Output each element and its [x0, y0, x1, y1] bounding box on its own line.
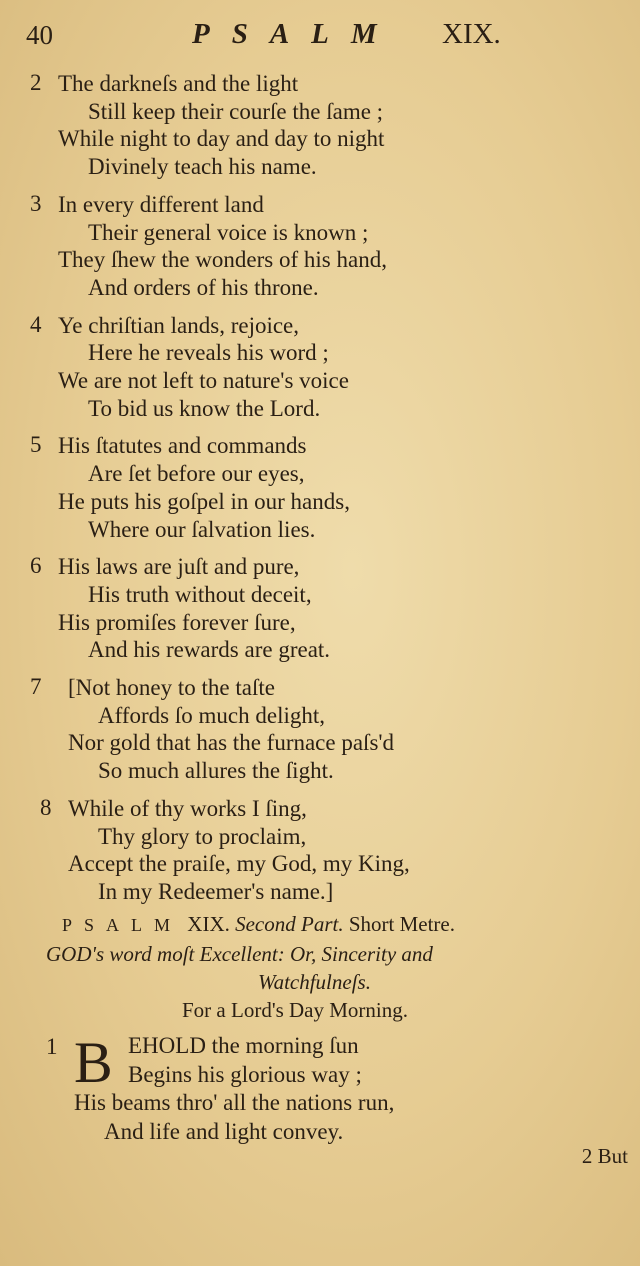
stanza: [0, 1032, 640, 1146]
verse-line: While of thy works I ſing,: [68, 795, 307, 821]
verse-line: Divinely teach his name.: [88, 154, 317, 180]
verse-line: Ye chriſtian lands, rejoice,: [58, 312, 300, 338]
verse-line: In every different land: [58, 191, 264, 217]
running-header: [0, 14, 640, 50]
stanza-number: 1: [46, 1034, 58, 1059]
stanza-number: 7: [30, 674, 42, 700]
stanza: [0, 191, 640, 302]
verse-line: Affords ſo much delight,: [98, 702, 325, 728]
verse-line: Are ſet before our eyes,: [88, 461, 305, 487]
catchword: 2 But: [581, 1144, 628, 1168]
verse-line: Their general voice is known ;: [88, 219, 369, 245]
verse-line: His beams thro' all the nations run,: [74, 1090, 395, 1115]
stanza-number: 6: [30, 553, 42, 579]
verse-line: [Not honey to the taſte: [68, 675, 275, 701]
stanza-number: 3: [30, 190, 42, 216]
verse-line: Nor gold that has the furnace paſs'd: [68, 730, 395, 756]
part-subtitle: GOD's word moſt Excellent: Or, Sincerity and: [46, 942, 433, 966]
verse-line: They ſhew the wonders of his hand,: [58, 247, 387, 273]
verse-line: His promiſes forever ſure,: [58, 609, 296, 635]
stanza-number: 5: [30, 432, 42, 458]
verse-line: The darkneſs and the light: [58, 71, 299, 96]
stanza-list: [0, 70, 640, 916]
header-title: PSALM: [192, 18, 399, 50]
verse-line: Thy glory to proclaim,: [98, 823, 307, 849]
part-psalm-number: XIX.: [187, 912, 230, 936]
verse-line: And his rewards are great.: [88, 637, 331, 663]
verse-line: And life and light convey.: [104, 1118, 344, 1144]
verse-line: Here he reveals his word ;: [88, 340, 329, 366]
metre-label: Short Metre.: [348, 912, 455, 936]
verse-line: To bid us know the Lord.: [88, 395, 321, 421]
stanza: [0, 312, 640, 423]
verse-line: He puts his goſpel in our hands,: [58, 488, 350, 514]
verse-line: While night to day and day to night: [58, 126, 385, 152]
stanza: [0, 432, 640, 543]
part-psalm-word: PSALM: [62, 915, 183, 935]
verse-line: And orders of his throne.: [88, 274, 319, 300]
verse-line: In my Redeemer's name.]: [98, 878, 334, 904]
verse-line: His laws are juſt and pure,: [58, 554, 300, 580]
stanza-number: 4: [30, 311, 42, 337]
verse-line: Where our ſalvation lies.: [88, 516, 316, 542]
part-label: Second Part.: [235, 912, 344, 936]
part-subtitle-cont: Watchfulneſs.: [258, 970, 371, 994]
page-number: 40: [26, 20, 53, 50]
part-title-line: [62, 912, 455, 937]
verse-line: So much allures the ſight.: [98, 758, 334, 784]
drop-cap: B: [74, 1030, 113, 1095]
verse-line: Still keep their courſe the ſame ;: [88, 98, 384, 124]
part-occasion: For a Lord's Day Morning.: [182, 998, 409, 1022]
stanza: [0, 553, 640, 664]
verse-line: We are not left to nature's voice: [58, 368, 349, 394]
stanza-number: 2: [30, 70, 42, 95]
header-psalm-number: XIX.: [442, 18, 501, 50]
verse-line: Begins his glorious way ;: [128, 1061, 362, 1087]
stanza-number: 8: [40, 794, 52, 820]
verse-line: His truth without deceit,: [88, 581, 312, 607]
stanza: [0, 70, 640, 181]
verse-line: Accept the praiſe, my God, my King,: [68, 851, 410, 877]
verse-line: EHOLD the morning ſun: [128, 1033, 359, 1058]
stanza: [0, 674, 640, 785]
stanza: [0, 795, 640, 906]
verse-line: His ſtatutes and commands: [58, 433, 307, 459]
